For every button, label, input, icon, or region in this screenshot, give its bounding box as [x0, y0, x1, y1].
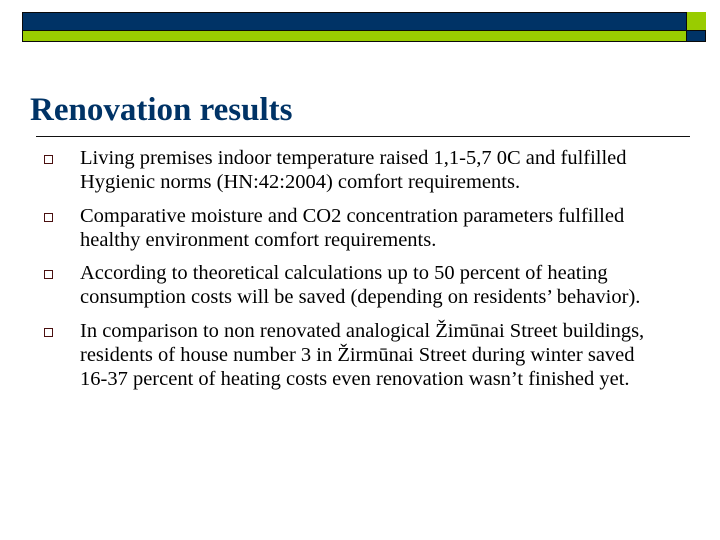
hollow-square-bullet-icon	[44, 328, 53, 337]
hollow-square-bullet-icon	[44, 270, 53, 279]
bullet-item	[0, 204, 720, 253]
bullet-text: Living premises indoor temperature raised 1,1-5,7 0C and fulfilled Hygienic norms (HN:42:2004) comfort requirements.	[80, 147, 627, 194]
header-bar-navy	[22, 12, 687, 30]
bullet-text: Comparative moisture and CO2 concentration parameters fulfilled healthy environment comfort requirements.	[80, 204, 625, 251]
header-bar-green	[22, 30, 687, 42]
bullet-list	[0, 146, 720, 401]
hollow-square-bullet-icon	[44, 155, 53, 164]
title-divider	[36, 136, 690, 137]
bullet-text: In comparison to non renovated analogical Žimūnai Street buildings, residents of house number 3 in Žirmūnai Street during winter saved 16-37 percent of heating costs even renovation wasn’t finished yet.	[80, 319, 645, 391]
bullet-item	[0, 261, 720, 310]
bullet-item	[0, 146, 720, 195]
hollow-square-bullet-icon	[44, 213, 53, 222]
bullet-item	[0, 319, 720, 392]
header-square-green	[687, 12, 706, 30]
bullet-text: According to theoretical calculations up to 50 percent of heating consumption costs will be saved (depending on residents’ behavior).	[80, 262, 641, 309]
header-square-navy	[687, 30, 706, 42]
slide-title: Renovation results	[30, 92, 293, 128]
